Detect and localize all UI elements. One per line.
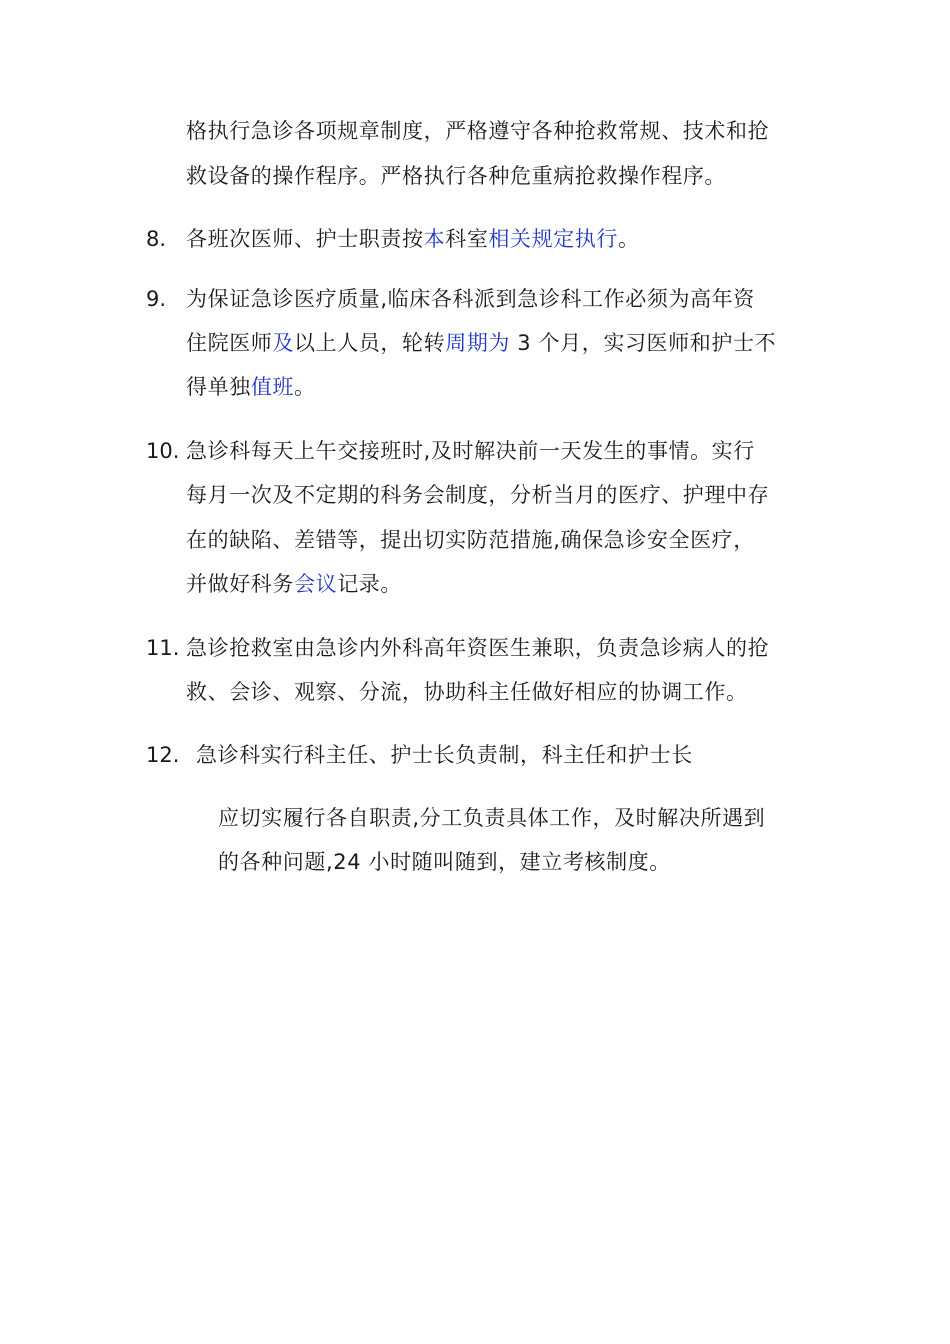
item-9-number: 9. — [146, 287, 167, 311]
item-9-text-c: 3 个月，实习医师和护士不 — [510, 331, 777, 355]
item-12-number: 12. — [146, 743, 180, 767]
item-9-line-2 — [186, 328, 776, 358]
item-10-text-b: 记录。 — [337, 572, 403, 596]
item-10-link-1[interactable]: 会议 — [294, 572, 338, 596]
item-12-line-1: 急诊科实行科主任、护士长负责制，科主任和护士长 — [196, 743, 693, 767]
item-9-link-2[interactable]: 周期为 — [445, 331, 511, 355]
item-9-text-b: 以上人员，轮转 — [294, 331, 446, 355]
item-8-text-3: 。 — [618, 227, 640, 251]
item-9-text-a: 住院医师 — [186, 331, 273, 355]
item-10-line-4 — [186, 569, 402, 599]
item-10-line-2: 每月一次及不定期的科务会制度，分析当月的医疗、护理中存 — [186, 483, 770, 507]
item-8-number: 8. — [146, 227, 167, 251]
item-8-link-1[interactable]: 本 — [423, 227, 446, 251]
item-8-text-2: 科室 — [445, 227, 489, 251]
item-8-link-2[interactable]: 相关规定执行 — [488, 227, 619, 251]
item-9-text-e: 。 — [294, 375, 316, 399]
item-11-number: 11. — [146, 636, 180, 660]
item-10-text-a: 并做好科务 — [186, 572, 294, 596]
item-11-line-1: 急诊抢救室由急诊内外科高年资医生兼职，负责急诊病人的抢 — [186, 636, 770, 660]
item-9-link-1[interactable]: 及 — [272, 331, 295, 355]
item-12-line-3: 的各种问题,24 小时随叫随到，建立考核制度。 — [218, 850, 671, 874]
item-10-line-3: 在的缺陷、差错等，提出切实防范措施,确保急诊安全医疗， — [186, 528, 755, 552]
item-12-line-2: 应切实履行各自职责,分工负责具体工作，及时解决所遇到 — [218, 806, 766, 830]
item-9-link-3[interactable]: 值班 — [250, 375, 295, 399]
item-9-line-1: 为保证急诊医疗质量,临床各科派到急诊科工作必须为高年资 — [186, 287, 755, 311]
item-7-line-2: 救设备的操作程序。严格执行各种危重病抢救操作程序。 — [186, 164, 726, 188]
item-11-line-2: 救、会诊、观察、分流，协助科主任做好相应的协调工作。 — [186, 680, 748, 704]
item-10-line-1: 急诊科每天上午交接班时,及时解决前一天发生的事情。实行 — [186, 439, 755, 463]
item-9-text-d: 得单独 — [186, 375, 251, 399]
item-8-line-1 — [186, 224, 640, 254]
item-10-number: 10. — [146, 439, 180, 463]
item-9-line-3 — [186, 372, 316, 402]
item-7-line-1: 格执行急诊各项规章制度，严格遵守各种抢救常规、技术和抢 — [186, 119, 770, 143]
item-8-text-1: 各班次医师、护士职责按 — [186, 227, 424, 251]
